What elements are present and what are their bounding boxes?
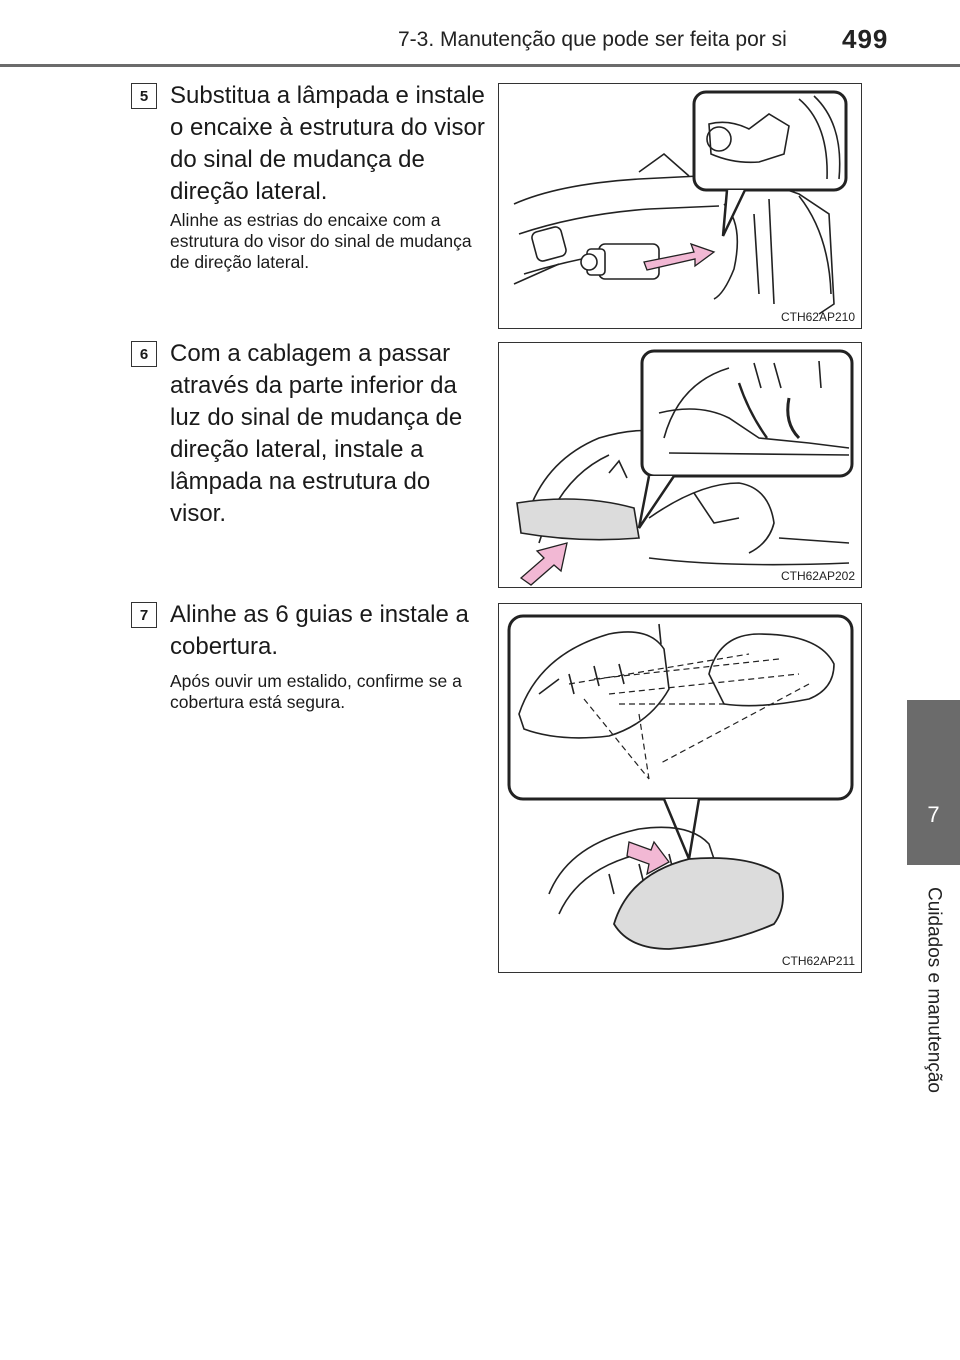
chapter-tab: [907, 700, 960, 865]
figure-code: CTH62AP211: [781, 954, 855, 968]
step-note: Alinhe as estrias do encaixe com a estrutura do visor do sinal de mudança de direção lateral.: [170, 210, 472, 272]
page-number: 499: [842, 24, 889, 54]
wiring-drawing: [499, 343, 861, 587]
bulb-socket-drawing: [499, 84, 861, 328]
figure-code: CTH62AP210: [780, 310, 855, 324]
step-instruction: Substitua a lâmpada e instale o encaixe à estrutura do visor do sinal de mudança de direção lateral.: [170, 82, 485, 205]
step-number: 5: [131, 83, 157, 109]
step-instruction: Alinhe as 6 guias e instale a cobertura.: [170, 601, 469, 660]
step-number: 7: [131, 602, 157, 628]
chapter-number: 7: [927, 802, 940, 827]
push-arrow-icon: [521, 543, 567, 585]
figure-code: CTH62AP202: [780, 569, 855, 583]
chapter-title-container: [907, 870, 960, 1110]
step-number: 6: [131, 341, 157, 367]
step-instruction: Com a cablagem a passar através da parte inferior da luz do sinal de mudança de direção lateral, instale a lâmpada na estrutura do visor.: [170, 340, 463, 527]
illustration-cover: [498, 603, 862, 973]
illustration-wiring: [498, 342, 862, 588]
section-title: 7-3. Manutenção que pode ser feita por si: [398, 28, 787, 51]
header-rule: [0, 64, 960, 67]
illustration-bulb-socket: [498, 83, 862, 329]
cover-drawing: [499, 604, 861, 972]
chapter-title: Cuidados e manutenção: [923, 887, 945, 1093]
step-note: Após ouvir um estalido, confirme se a cobertura está segura.: [170, 671, 462, 712]
